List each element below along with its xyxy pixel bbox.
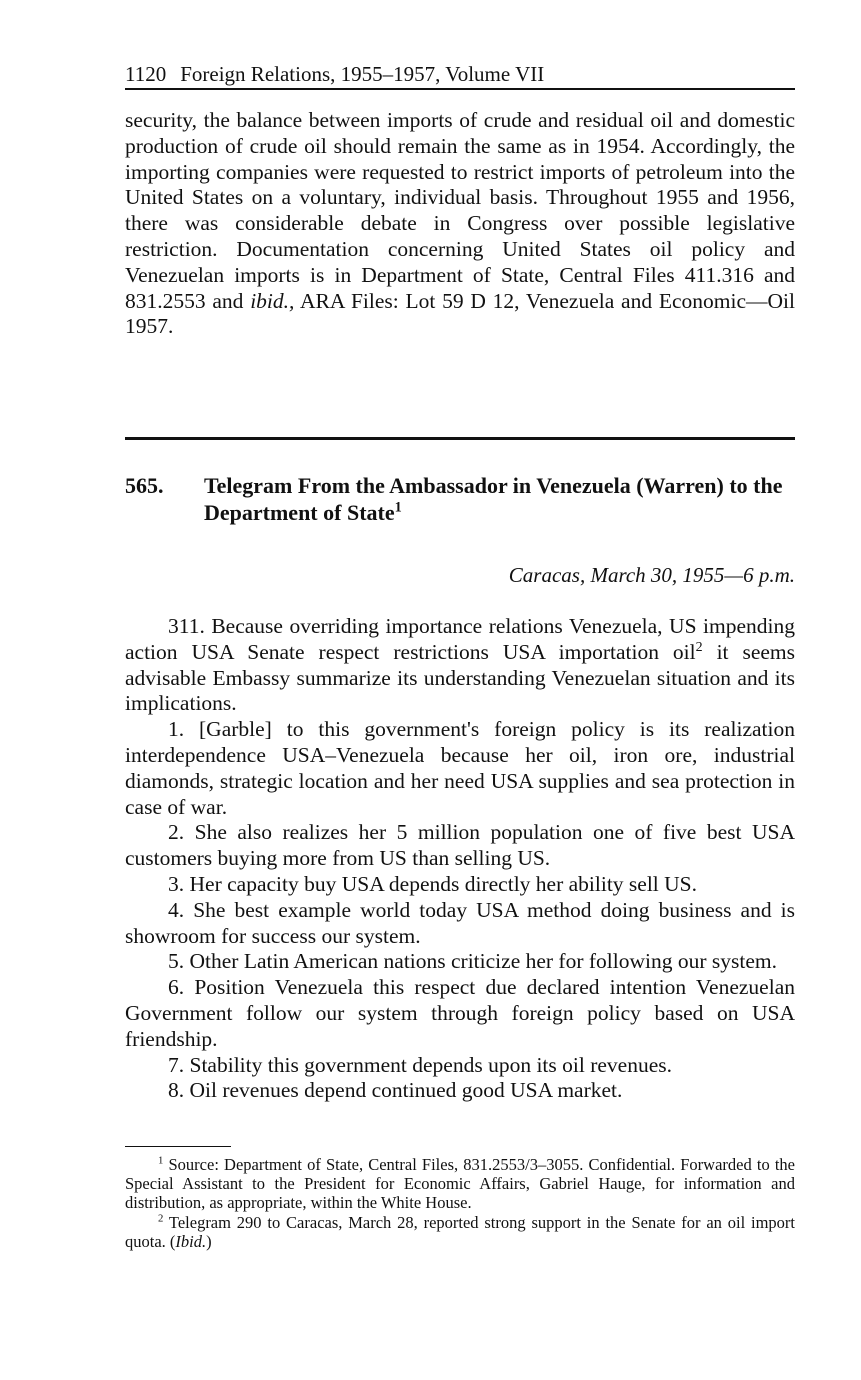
document-number: 565.	[125, 473, 164, 498]
telegram-opening: 311. Because overriding importance relations Venezuela, US impending action USA Senate respect restrictions USA importation oil$^2$ it seems advisable Embassy summarize its understanding Venezuelan situation and its implications.	[125, 614, 796, 716]
running-title: Foreign Relations, 1955–1957, Volume VII	[180, 62, 545, 86]
document-title: Telegram From the Ambassador in Venezuela (Warren) to the Department of State	[204, 473, 783, 525]
document-heading	[125, 472, 795, 526]
intro-paragraph	[125, 108, 795, 340]
intro-text-end: ARA Files: Lot 59 D 12, Venezuela and Economic—Oil 1957.	[125, 288, 795, 339]
dateline: Caracas, March 30, 1955—6 p.m.	[508, 563, 795, 587]
telegram-point-2: 2. She also realizes her 5 million population one of five best USA customers buying more from US than selling US.	[125, 820, 795, 871]
opening-footnote-ref: 2	[695, 639, 703, 655]
telegram-point-3: 3. Her capacity buy USA depends directly her ability sell US.	[168, 871, 698, 896]
telegram-point-1: 1. [Garble] to this government's foreign policy is its realization interdependence USA–Venezuela because her oil, iron ore, industrial diamonds, strategic location and her need USA supplies and sea protection in case of war.	[125, 717, 795, 819]
telegram-body	[125, 614, 795, 1104]
footnote-rule	[125, 1146, 231, 1147]
footnote-2-marker: 2	[158, 1212, 164, 1225]
running-header	[125, 60, 795, 90]
telegram-point-8: 8. Oil revenues depend continued good USA market.	[168, 1078, 623, 1103]
footnote-2: $^2$ Telegram 290 to Caracas, March 28, reported strong support in the Senate for an oil import quota. (Ibid.)	[125, 1212, 795, 1251]
page-number: 1120	[125, 62, 167, 86]
footnote-1	[125, 1155, 795, 1213]
intro-text: security, the balance between imports of crude and residual oil and domestic production of crude oil should remain the same as in 1954. Accordingly, the importing companies were requested to restrict imports of petroleum into the United States on a voluntary, individual basis. Throughout 1955 and 1956, there was considerable debate in Congress over possible legislative restriction. Documentation concerning United States oil policy and Venezuelan imports is in Department of State, Central Files 411.316 and 831.2553 and	[125, 108, 795, 313]
footnotes	[125, 1155, 795, 1251]
telegram-point-4: 4. She best example world today USA method doing business and is showroom for success our system.	[125, 897, 795, 948]
section-divider	[125, 437, 795, 440]
footnote-1-marker: 1	[158, 1154, 164, 1167]
title-footnote-ref: 1	[394, 499, 402, 516]
footnote-1-text: Source: Department of State, Central Files, 831.2553/3–3055. Confidential. Forwarded to the Special Assistant to the President for Economic Affairs, Gabriel Hauge, for information and distribution, as appropriate, within the White House.	[125, 1155, 795, 1213]
telegram-point-5: 5. Other Latin American nations criticize her for following our system.	[168, 949, 777, 974]
telegram-point-6: 6. Position Venezuela this respect due declared intention Venezuelan Government follow our system through foreign policy based on USA friendship.	[125, 975, 795, 1051]
telegram-point-7: 7. Stability this government depends upon its oil revenues.	[168, 1052, 672, 1077]
intro-ibid: ibid.,	[250, 288, 295, 313]
footnote-2-ibid: Ibid.	[175, 1231, 207, 1251]
